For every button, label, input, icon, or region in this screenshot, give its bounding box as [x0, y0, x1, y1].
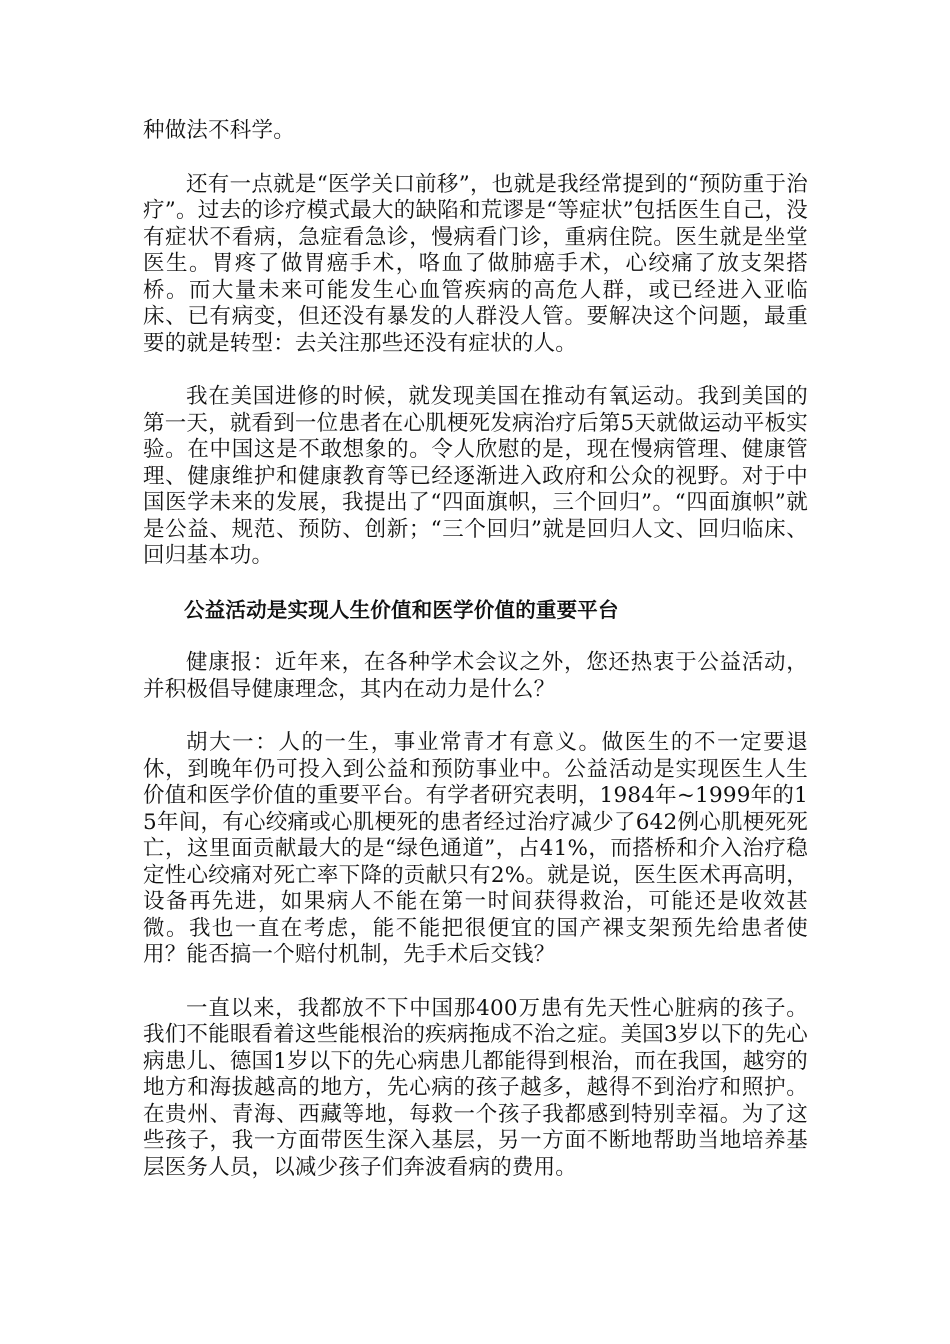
paragraph-question: 健康报：近年来，在各种学术会议之外，您还热衷于公益活动，并积极倡导健康理念，其内在动力是什么？ — [143, 650, 808, 702]
section-heading: 公益活动是实现人生价值和医学价值的重要平台 — [184, 597, 619, 622]
paragraph-answer: 胡大一：人的一生，事业常青才有意义。做医生的不一定要退休，到晚年仍可投入到公益和预防事业中。公益活动是实现医生人生价值和医学价值的重要平台。有学者研究表明，1984年~1999年的15年间，有心绞痛或心肌梗死的患者经过治疗减少了642例心肌梗死死亡，这里面贡献最大的是“绿色通道”，占41%，而搭桥和介入治疗稳定性心绞痛对死亡率下降的贡献只有2%。就是说，医生医术再高明，设备再先进，如果病人不能在第一时间获得救治，可能还是收效甚微。我也一直在考虑，能不能把很便宜的国产裸支架预先给患者使用？能否搞一个赔付机制，先手术后交钱？ — [143, 730, 808, 967]
paragraph-children: 一直以来，我都放不下中国那400万患有先天性心脏病的孩子。我们不能眼看着这些能根治的疾病拖成不治之症。美国3岁以下的先心病患儿、德国1岁以下的先心病患儿都能得到根治，而在我国，越穷的地方和海拔越高的地方，先心病的孩子越多，越得不到治疗和照护。在贵州、青海、西藏等地，每救一个孩子我都感到特别幸福。为了这些孩子，我一方面带医生深入基层，另一方面不断地帮助当地培养基层医务人员，以减少孩子们奔波看病的费用。 — [143, 995, 808, 1180]
document-page — [143, 118, 808, 1208]
paragraph-prevention: 还有一点就是“医学关口前移”，也就是我经常提到的“预防重于治疗”。过去的诊疗模式最大的缺陷和荒谬是“等症状”包括医生自己，没有症状不看病，急症看急诊，慢病看门诊，重病住院。医生就是坐堂医生。胃疼了做胃癌手术，咯血了做肺癌手术，心绞痛了放支架搭桥。而大量未来可能发生心血管疾病的高危人群，或已经进入亚临床、已有病变，但还没有暴发的人群没人管。要解决这个问题，最重要的就是转型：去关注那些还没有症状的人。 — [143, 171, 808, 356]
paragraph-continuation: 种做法不科学。 — [143, 118, 295, 143]
paragraph-usa-experience: 我在美国进修的时候，就发现美国在推动有氧运动。我到美国的第一天，就看到一位患者在心肌梗死发病治疗后第5天就做运动平板实验。在中国这是不敢想象的。令人欣慰的是，现在慢病管理、健康管理、健康维护和健康教育等已经逐渐进入政府和公众的视野。对于中国医学未来的发展，我提出了“四面旗帜，三个回归”。“四面旗帜”就是公益、规范、预防、创新；“三个回归”就是回归人文、回归临床、回归基本功。 — [143, 384, 808, 568]
